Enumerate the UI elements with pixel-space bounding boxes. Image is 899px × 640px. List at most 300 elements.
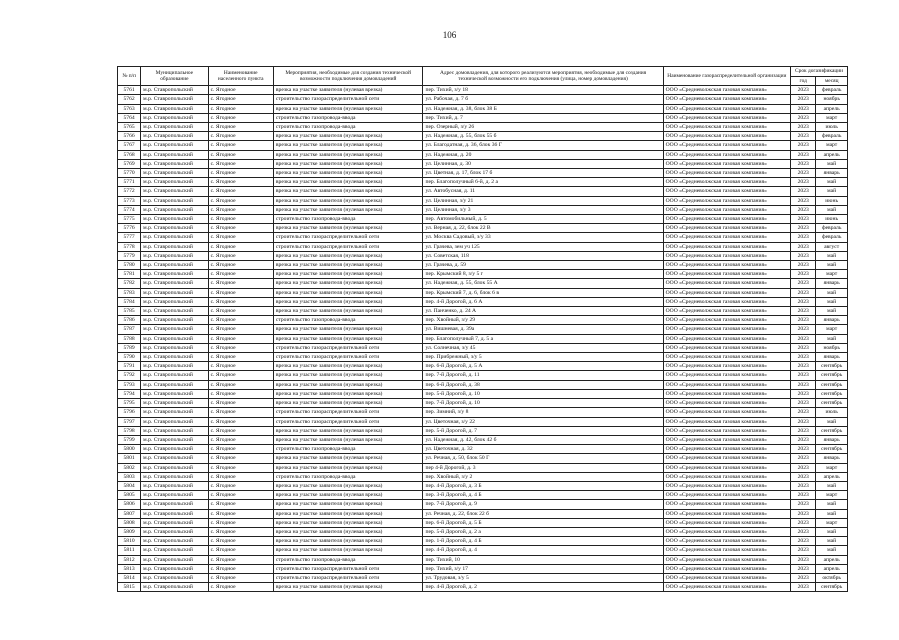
header-settlement: Наименование населенного пункта <box>208 67 273 86</box>
cell-month: январь <box>816 353 848 362</box>
cell-organization: ООО «Средневолжская газовая компания» <box>663 169 790 178</box>
cell-address: пер. Крымский 8, з/у 5 г <box>423 270 663 279</box>
cell-address: ул. Советская, 118 <box>423 251 663 260</box>
cell-month: май <box>816 417 848 426</box>
cell-month: март <box>816 518 848 527</box>
cell-activity: врезка на участке заявителя (нулевая врезка) <box>273 251 423 260</box>
cell-municipality: м.р. Ставропольский <box>141 573 208 582</box>
cell-activity: строительство газораспределительной сети <box>273 233 423 242</box>
cell-num: 5796 <box>118 408 141 417</box>
cell-organization: ООО «Средневолжская газовая компания» <box>663 113 790 122</box>
cell-num: 5790 <box>118 353 141 362</box>
cell-municipality: м.р. Ставропольский <box>141 445 208 454</box>
cell-municipality: м.р. Ставропольский <box>141 205 208 214</box>
page-number: 106 <box>442 30 457 40</box>
cell-settlement: с. Ягодное <box>208 169 273 178</box>
cell-num: 5774 <box>118 205 141 214</box>
cell-municipality: м.р. Ставропольский <box>141 132 208 141</box>
cell-num: 5792 <box>118 371 141 380</box>
cell-num: 5815 <box>118 583 141 592</box>
cell-year: 2023 <box>791 389 816 398</box>
cell-activity: строительство газопровода-ввода <box>273 472 423 481</box>
cell-month: февраль <box>816 233 848 242</box>
cell-month: май <box>816 187 848 196</box>
cell-municipality: м.р. Ставропольский <box>141 141 208 150</box>
cell-municipality: м.р. Ставропольский <box>141 555 208 564</box>
cell-month: сентябрь <box>816 445 848 454</box>
cell-year: 2023 <box>791 169 816 178</box>
cell-organization: ООО «Средневолжская газовая компания» <box>663 205 790 214</box>
table-row <box>118 169 848 178</box>
table-row <box>118 537 848 546</box>
table-row <box>118 555 848 564</box>
cell-month: май <box>816 509 848 518</box>
cell-year: 2023 <box>791 537 816 546</box>
cell-year: 2023 <box>791 417 816 426</box>
cell-settlement: с. Ягодное <box>208 362 273 371</box>
cell-year: 2023 <box>791 196 816 205</box>
cell-num: 5787 <box>118 325 141 334</box>
cell-address: ул. Надежная, д. 38, блок 38 Б <box>423 104 663 113</box>
cell-organization: ООО «Средневолжская газовая компания» <box>663 196 790 205</box>
table-row <box>118 426 848 435</box>
cell-year: 2023 <box>791 233 816 242</box>
cell-month: сентябрь <box>816 399 848 408</box>
table-row <box>118 435 848 444</box>
cell-address: пер. 7-й Дорогой, д. 11 <box>423 371 663 380</box>
table-row <box>118 325 848 334</box>
cell-organization: ООО «Средневолжская газовая компания» <box>663 159 790 168</box>
cell-municipality: м.р. Ставропольский <box>141 178 208 187</box>
cell-year: 2023 <box>791 261 816 270</box>
cell-organization: ООО «Средневолжская газовая компания» <box>663 537 790 546</box>
cell-year: 2023 <box>791 518 816 527</box>
cell-activity: врезка на участке заявителя (нулевая врезка) <box>273 261 423 270</box>
cell-year: 2023 <box>791 500 816 509</box>
cell-num: 5786 <box>118 316 141 325</box>
cell-num: 5772 <box>118 187 141 196</box>
cell-municipality: м.р. Ставропольский <box>141 288 208 297</box>
cell-activity: строительство газопровода-ввода <box>273 445 423 454</box>
cell-organization: ООО «Средневолжская газовая компания» <box>663 389 790 398</box>
cell-address: ул. Речная, д. 22, блок 22 б <box>423 509 663 518</box>
cell-settlement: с. Ягодное <box>208 113 273 122</box>
cell-num: 5802 <box>118 463 141 472</box>
cell-address: пер. 1-й Дорогой, д. 4 Б <box>423 537 663 546</box>
cell-settlement: с. Ягодное <box>208 408 273 417</box>
cell-month: ноябрь <box>816 343 848 352</box>
cell-month: март <box>816 270 848 279</box>
cell-num: 5773 <box>118 196 141 205</box>
cell-address: пер. Благополучный 7, д. 5 а <box>423 334 663 343</box>
cell-municipality: м.р. Ставропольский <box>141 454 208 463</box>
cell-settlement: с. Ягодное <box>208 371 273 380</box>
cell-year: 2023 <box>791 141 816 150</box>
cell-municipality: м.р. Ставропольский <box>141 251 208 260</box>
cell-address: ул. Целинная, з/у 3 <box>423 205 663 214</box>
cell-num: 5775 <box>118 215 141 224</box>
cell-municipality: м.р. Ставропольский <box>141 343 208 352</box>
table-row <box>118 132 848 141</box>
table-row <box>118 316 848 325</box>
cell-num: 5767 <box>118 141 141 150</box>
cell-month: май <box>816 546 848 555</box>
cell-organization: ООО «Средневолжская газовая компания» <box>663 104 790 113</box>
cell-settlement: с. Ягодное <box>208 187 273 196</box>
cell-month: июнь <box>816 215 848 224</box>
cell-settlement: с. Ягодное <box>208 104 273 113</box>
cell-municipality: м.р. Ставропольский <box>141 297 208 306</box>
cell-address: пер. 5-й Дорогой, д. 10 <box>423 389 663 398</box>
cell-municipality: м.р. Ставропольский <box>141 371 208 380</box>
cell-month: июль <box>816 408 848 417</box>
cell-address: ул. Панченко, д. 24 А <box>423 307 663 316</box>
cell-municipality: м.р. Ставропольский <box>141 95 208 104</box>
cell-num: 5801 <box>118 454 141 463</box>
cell-num: 5797 <box>118 417 141 426</box>
cell-organization: ООО «Средневолжская газовая компания» <box>663 491 790 500</box>
header-address: Адрес домовладения, для которого реализуются мероприятия, необходимые для создания технической возможности его подключения (улица, номер домовладения) <box>423 67 663 86</box>
cell-address: пер. 7-й Дорогой, д. 10 <box>423 399 663 408</box>
cell-settlement: с. Ягодное <box>208 297 273 306</box>
cell-year: 2023 <box>791 491 816 500</box>
cell-settlement: с. Ягодное <box>208 86 273 95</box>
cell-year: 2023 <box>791 159 816 168</box>
cell-address: пер. Хвойный, з/у 2 <box>423 472 663 481</box>
cell-address: ул. Москва Садовый, з/у 33 <box>423 233 663 242</box>
table-row <box>118 573 848 582</box>
cell-organization: ООО «Средневолжская газовая компания» <box>663 546 790 555</box>
table-row <box>118 279 848 288</box>
cell-activity: врезка на участке заявителя (нулевая врезка) <box>273 187 423 196</box>
cell-activity: врезка на участке заявителя (нулевая врезка) <box>273 371 423 380</box>
cell-address: ул. Трудовая, з/у 5 <box>423 573 663 582</box>
cell-year: 2023 <box>791 353 816 362</box>
cell-settlement: с. Ягодное <box>208 564 273 573</box>
cell-num: 5784 <box>118 297 141 306</box>
table-row <box>118 270 848 279</box>
cell-activity: врезка на участке заявителя (нулевая врезка) <box>273 141 423 150</box>
cell-activity: врезка на участке заявителя (нулевая врезка) <box>273 307 423 316</box>
cell-activity: врезка на участке заявителя (нулевая врезка) <box>273 334 423 343</box>
table-row <box>118 205 848 214</box>
cell-settlement: с. Ягодное <box>208 307 273 316</box>
cell-address: пер. 5-й Дорогой, д. 7 <box>423 426 663 435</box>
cell-settlement: с. Ягодное <box>208 417 273 426</box>
cell-municipality: м.р. Ставропольский <box>141 316 208 325</box>
cell-num: 5795 <box>118 399 141 408</box>
cell-num: 5788 <box>118 334 141 343</box>
cell-address: ул. Грачева, зем уч 125 <box>423 242 663 251</box>
header-municipality: Муниципальное образование <box>141 67 208 86</box>
table-row <box>118 297 848 306</box>
cell-year: 2023 <box>791 178 816 187</box>
table-row <box>118 472 848 481</box>
cell-settlement: с. Ягодное <box>208 150 273 159</box>
cell-month: октябрь <box>816 573 848 582</box>
cell-organization: ООО «Средневолжская газовая компания» <box>663 500 790 509</box>
cell-address: пер. 4-й Дорогой, д. 3 Б <box>423 481 663 490</box>
cell-year: 2023 <box>791 297 816 306</box>
cell-year: 2023 <box>791 187 816 196</box>
cell-organization: ООО «Средневолжская газовая компания» <box>663 564 790 573</box>
cell-address: пер. 3-й Дорогой, д. 4 Б <box>423 491 663 500</box>
cell-settlement: с. Ягодное <box>208 343 273 352</box>
cell-address: пер. Благополучный 6-й, д. 2 а <box>423 178 663 187</box>
table-row <box>118 251 848 260</box>
cell-activity: врезка на участке заявителя (нулевая врезка) <box>273 196 423 205</box>
cell-organization: ООО «Средневолжская газовая компания» <box>663 233 790 242</box>
table-row <box>118 215 848 224</box>
cell-municipality: м.р. Ставропольский <box>141 159 208 168</box>
cell-settlement: с. Ягодное <box>208 527 273 536</box>
cell-month: май <box>816 334 848 343</box>
cell-settlement: с. Ягодное <box>208 123 273 132</box>
cell-activity: врезка на участке заявителя (нулевая врезка) <box>273 481 423 490</box>
cell-month: май <box>816 307 848 316</box>
cell-organization: ООО «Средневолжская газовая компания» <box>663 555 790 564</box>
cell-num: 5799 <box>118 435 141 444</box>
cell-address: пер. Прибрежный, з/у 5 <box>423 353 663 362</box>
cell-year: 2023 <box>791 573 816 582</box>
cell-settlement: с. Ягодное <box>208 353 273 362</box>
cell-address: пер. 7-й Дорогой, д. 9 <box>423 500 663 509</box>
cell-address: пер. Крымский 7, д. 6, блок 6 в <box>423 288 663 297</box>
cell-address: пер. Хвойный, з/у 29 <box>423 316 663 325</box>
cell-year: 2023 <box>791 426 816 435</box>
cell-num: 5764 <box>118 113 141 122</box>
cell-settlement: с. Ягодное <box>208 509 273 518</box>
cell-settlement: с. Ягодное <box>208 481 273 490</box>
cell-address: пер. 4-й Дорогой, д. 4 <box>423 546 663 555</box>
cell-month: май <box>816 178 848 187</box>
cell-settlement: с. Ягодное <box>208 233 273 242</box>
table-row <box>118 95 848 104</box>
cell-activity: врезка на участке заявителя (нулевая врезка) <box>273 527 423 536</box>
table-row <box>118 150 848 159</box>
cell-municipality: м.р. Ставропольский <box>141 417 208 426</box>
cell-num: 5778 <box>118 242 141 251</box>
cell-organization: ООО «Средневолжская газовая компания» <box>663 297 790 306</box>
cell-num: 5781 <box>118 270 141 279</box>
cell-year: 2023 <box>791 454 816 463</box>
cell-municipality: м.р. Ставропольский <box>141 380 208 389</box>
cell-month: июль <box>816 123 848 132</box>
table-row <box>118 509 848 518</box>
cell-month: ноябрь <box>816 95 848 104</box>
cell-year: 2023 <box>791 251 816 260</box>
cell-num: 5777 <box>118 233 141 242</box>
cell-activity: строительство газопровода-ввода <box>273 215 423 224</box>
cell-month: январь <box>816 454 848 463</box>
table-row <box>118 353 848 362</box>
cell-organization: ООО «Средневолжская газовая компания» <box>663 141 790 150</box>
cell-year: 2023 <box>791 343 816 352</box>
cell-organization: ООО «Средневолжская газовая компания» <box>663 242 790 251</box>
cell-year: 2023 <box>791 279 816 288</box>
cell-municipality: м.р. Ставропольский <box>141 426 208 435</box>
cell-organization: ООО «Средневолжская газовая компания» <box>663 270 790 279</box>
table-row <box>118 334 848 343</box>
cell-municipality: м.р. Ставропольский <box>141 472 208 481</box>
table-row <box>118 408 848 417</box>
cell-organization: ООО «Средневолжская газовая компания» <box>663 417 790 426</box>
cell-address: пер. 6-й Дорогой, д. 38 <box>423 380 663 389</box>
cell-num: 5761 <box>118 86 141 95</box>
cell-settlement: с. Ягодное <box>208 224 273 233</box>
header-year: год <box>791 76 816 86</box>
cell-municipality: м.р. Ставропольский <box>141 435 208 444</box>
cell-activity: строительство газораспределительной сети <box>273 95 423 104</box>
cell-month: январь <box>816 279 848 288</box>
cell-organization: ООО «Средневолжская газовая компания» <box>663 583 790 592</box>
cell-month: май <box>816 527 848 536</box>
cell-year: 2023 <box>791 481 816 490</box>
cell-activity: врезка на участке заявителя (нулевая врезка) <box>273 509 423 518</box>
cell-year: 2023 <box>791 555 816 564</box>
cell-activity: врезка на участке заявителя (нулевая врезка) <box>273 224 423 233</box>
cell-month: май <box>816 205 848 214</box>
cell-month: май <box>816 537 848 546</box>
cell-num: 5770 <box>118 169 141 178</box>
table-row <box>118 564 848 573</box>
cell-year: 2023 <box>791 463 816 472</box>
cell-municipality: м.р. Ставропольский <box>141 527 208 536</box>
cell-municipality: м.р. Ставропольский <box>141 509 208 518</box>
cell-address: пер. 6-й Дорогой, д. 5 Б <box>423 518 663 527</box>
cell-activity: врезка на участке заявителя (нулевая врезка) <box>273 169 423 178</box>
cell-activity: врезка на участке заявителя (нулевая врезка) <box>273 159 423 168</box>
cell-organization: ООО «Средневолжская газовая компания» <box>663 251 790 260</box>
cell-month: январь <box>816 435 848 444</box>
table-row <box>118 159 848 168</box>
cell-organization: ООО «Средневолжская газовая компания» <box>663 426 790 435</box>
cell-settlement: с. Ягодное <box>208 426 273 435</box>
cell-month: февраль <box>816 224 848 233</box>
cell-year: 2023 <box>791 316 816 325</box>
table-row <box>118 380 848 389</box>
cell-address: ул. Целинная, з/у 21 <box>423 196 663 205</box>
table-row <box>118 445 848 454</box>
cell-organization: ООО «Средневолжская газовая компания» <box>663 132 790 141</box>
cell-organization: ООО «Средневолжская газовая компания» <box>663 380 790 389</box>
cell-organization: ООО «Средневолжская газовая компания» <box>663 86 790 95</box>
cell-activity: врезка на участке заявителя (нулевая врезка) <box>273 362 423 371</box>
cell-activity: строительство газораспределительной сети <box>273 408 423 417</box>
table-row <box>118 527 848 536</box>
cell-organization: ООО «Средневолжская газовая компания» <box>663 435 790 444</box>
cell-address: ул. Цветочная, д. 32 <box>423 445 663 454</box>
table-row <box>118 178 848 187</box>
cell-address: ул. Грачева, д. 59 <box>423 261 663 270</box>
cell-settlement: с. Ягодное <box>208 472 273 481</box>
cell-month: сентябрь <box>816 371 848 380</box>
cell-address: ул. Целинная, д. 30 <box>423 159 663 168</box>
cell-activity: строительство газораспределительной сети <box>273 573 423 582</box>
cell-year: 2023 <box>791 380 816 389</box>
cell-settlement: с. Ягодное <box>208 518 273 527</box>
cell-year: 2023 <box>791 270 816 279</box>
header-organization: Наименование газораспределительной организации <box>663 67 790 86</box>
cell-municipality: м.р. Ставропольский <box>141 408 208 417</box>
cell-activity: врезка на участке заявителя (нулевая врезка) <box>273 205 423 214</box>
cell-settlement: с. Ягодное <box>208 205 273 214</box>
cell-organization: ООО «Средневолжская газовая компания» <box>663 95 790 104</box>
cell-organization: ООО «Средневолжская газовая компания» <box>663 288 790 297</box>
header-num: № п/п <box>118 67 141 86</box>
cell-month: август <box>816 242 848 251</box>
cell-organization: ООО «Средневолжская газовая компания» <box>663 187 790 196</box>
cell-address: пер 4-й Дорогой, д. 3 <box>423 463 663 472</box>
cell-month: март <box>816 325 848 334</box>
cell-num: 5771 <box>118 178 141 187</box>
table-row <box>118 481 848 490</box>
cell-address: пер. Автомобильный, д. 5 <box>423 215 663 224</box>
cell-month: апрель <box>816 104 848 113</box>
cell-month: май <box>816 481 848 490</box>
cell-year: 2023 <box>791 399 816 408</box>
table-row <box>118 196 848 205</box>
cell-num: 5813 <box>118 564 141 573</box>
cell-month: февраль <box>816 86 848 95</box>
cell-municipality: м.р. Ставропольский <box>141 491 208 500</box>
cell-address: пер. Зимний, з/у 8 <box>423 408 663 417</box>
cell-month: апрель <box>816 150 848 159</box>
cell-activity: врезка на участке заявителя (нулевая врезка) <box>273 546 423 555</box>
cell-address: пер. 5-й Дорогой, д. 2 а <box>423 527 663 536</box>
cell-num: 5779 <box>118 251 141 260</box>
cell-year: 2023 <box>791 472 816 481</box>
cell-address: пер. Тихий, з/у 17 <box>423 564 663 573</box>
table-row <box>118 389 848 398</box>
cell-activity: строительство газопровода-ввода <box>273 113 423 122</box>
cell-organization: ООО «Средневолжская газовая компания» <box>663 123 790 132</box>
cell-settlement: с. Ягодное <box>208 546 273 555</box>
cell-municipality: м.р. Ставропольский <box>141 362 208 371</box>
table-row <box>118 242 848 251</box>
cell-address: ул. Цветная, д. 17, блок 17 б <box>423 169 663 178</box>
cell-month: февраль <box>816 132 848 141</box>
cell-year: 2023 <box>791 307 816 316</box>
cell-organization: ООО «Средневолжская газовая компания» <box>663 463 790 472</box>
cell-address: пер. Тихий, 10 <box>423 555 663 564</box>
cell-settlement: с. Ягодное <box>208 288 273 297</box>
cell-organization: ООО «Средневолжская газовая компания» <box>663 215 790 224</box>
cell-num: 5765 <box>118 123 141 132</box>
table-header <box>118 67 848 86</box>
cell-month: сентябрь <box>816 426 848 435</box>
cell-address: пер. Тихий, д. 7 <box>423 113 663 122</box>
cell-organization: ООО «Средневолжская газовая компания» <box>663 307 790 316</box>
cell-settlement: с. Ягодное <box>208 380 273 389</box>
header-activity: Мероприятия, необходимые для создания технической возможности подключения домовладений <box>273 67 423 86</box>
cell-activity: врезка на участке заявителя (нулевая врезка) <box>273 491 423 500</box>
cell-address: пер. 4-й Дорогой, д. 2 <box>423 583 663 592</box>
cell-municipality: м.р. Ставропольский <box>141 583 208 592</box>
cell-month: апрель <box>816 472 848 481</box>
cell-num: 5812 <box>118 555 141 564</box>
cell-municipality: м.р. Ставропольский <box>141 537 208 546</box>
cell-municipality: м.р. Ставропольский <box>141 325 208 334</box>
cell-year: 2023 <box>791 123 816 132</box>
cell-num: 5768 <box>118 150 141 159</box>
cell-activity: врезка на участке заявителя (нулевая врезка) <box>273 380 423 389</box>
table-row <box>118 123 848 132</box>
cell-activity: врезка на участке заявителя (нулевая врезка) <box>273 297 423 306</box>
cell-organization: ООО «Средневолжская газовая компания» <box>663 362 790 371</box>
cell-municipality: м.р. Ставропольский <box>141 500 208 509</box>
table-row <box>118 583 848 592</box>
